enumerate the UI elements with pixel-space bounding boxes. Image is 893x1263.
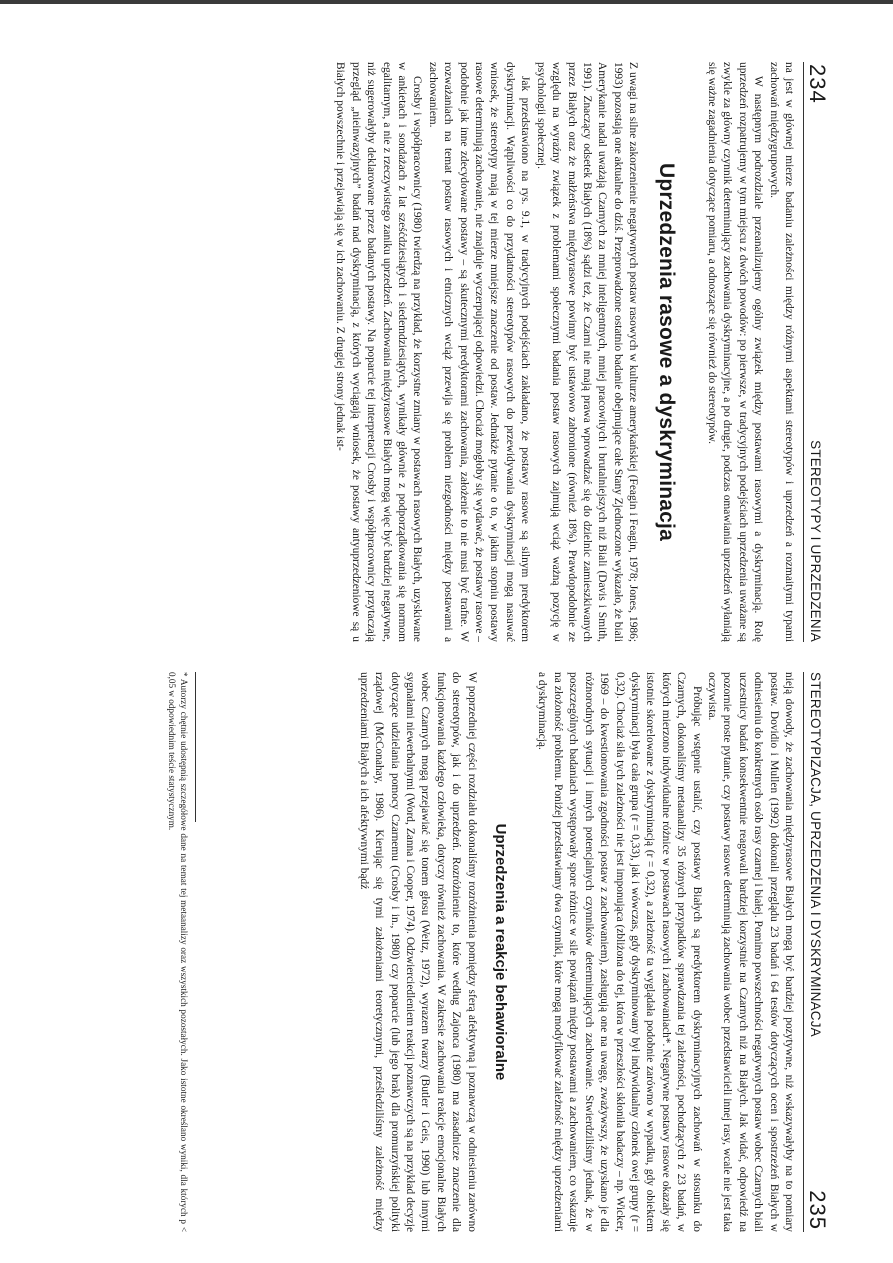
page-body: [332, 62, 796, 642]
paragraph: na jest w głównej mierze badaniu zależności między różnymi aspektami stereotypów i uprzedzeń a rozmaitymi typami zachowań międzygrupowych.: [767, 62, 795, 642]
paragraph: nieją dowody, że zachowania międzyrasowe Białych mogą być bardziej pozytywne, niż wskazywałyby na to pomiary postaw. Dovidio i Mullen (1992) dokonali przeglądu 23 badań i 64 testów dotyczących ocen i spostrzeżeń Białych w odniesieniu do konkretnych osób rasy czarnej i białej. Pomimo powszechności negatywnych postaw wobec Czarnych biali uczestnicy badań konsekwentnie reagowali bardziej korzystnie na Czarnych niż na Białych. Jak widać, odpowiedź na pozornie proste pytanie, czy postawy rasowe determinują zachowania wobec przedstawicieli innej rasy, wcale nie jest taka oczywista.: [705, 672, 795, 1232]
page-235: [66, 672, 830, 1232]
paragraph: Z uwagi na silne zakorzenienie negatywnych postaw rasowych w kulturze amerykańskiej (Feagin i Feagin, 1978; Jones, 1986; 1993) pozostają one aktualne do dziś. Przeprowadzone ostatnio badanie obejmujące całe Stany Zjednoczone wykazało, że biali Amerykanie nadal uważają Czarnych za mniej inteligentnych, mniej pracowitych i brutalniejszych niż Biali (Davis i Smith, 1991). Znaczący odsetek Białych (18%) sądzi też, że Czarni nie mają prawa wprowadzać się do dzielnic zamieszkiwanych przez Białych oraz że małżeństwa międzyrasowe powinny być ustawowo zabronione (również 18%). Prawdopodobnie ze względu na wyraźny związek z problemami społecznymi badania postaw rasowych zajmują wciąż ważną pozycję w psychologii społecznej.: [534, 62, 640, 642]
paragraph: W następnym podrozdziale przeanalizujemy ogólny związek między postawami rasowymi a dyskryminacją. Rolę uprzedzeń rozpatrujemy w tym miejscu z dwóch powodów: po pierwsze, w tradycyjnych podejściach uprzedzenia uważane są zwykle za główny czynnik determinujący zachowania dyskryminacyjne, a po drugie, podczas omawiania uprzedzeń wyłaniają się ważne zagadnienia dotyczące pomiaru, a odnoszące się również do stereotypów.: [705, 62, 765, 642]
page-body: [355, 672, 796, 1232]
page-number: 234: [805, 64, 830, 104]
page-number: 235: [805, 1190, 830, 1230]
page-header: [803, 62, 830, 642]
footnote-divider: [195, 672, 196, 822]
footnote: * Autorzy chętnie udostępnią szczegółowe dane na temat tej metaanalizy oraz wszystkich pozostałych. Jako istotne określano wyniki, dla których p < 0,05 w odpowiednim teście statystycznym.: [167, 672, 189, 1232]
page-header: [803, 672, 830, 1232]
running-head: STEREOTYPY I UPRZEDZENIA: [808, 440, 823, 642]
running-head: STEREOTYPIZACJA, UPRZEDZENIA I DYSKRYMINACJA: [808, 672, 823, 1037]
paragraph: Jak przedstawiono na rys. 9.1, w tradycyjnych podejściach zakładano, że postawy rasowe są silnym predyktorem dyskryminacji. Wątpliwości co do przydatności stereotypów rasowych do przewidywania dyskryminacji mogą nasuwać wniosek, że stereotypy mają w tej mierze mniejsze znaczenie od postaw. Jednakże pytanie o to, w jakim stopniu postawy rasowe determinują zachowanie, nie znajduje wyczerpującej odpowiedzi. Chociaż mogłoby się wydawać, że postawy rasowe – podobnie jak inne zdecydowane postawy – są skutecznymi predyktorami zachowania, założenie to nie musi być trafne. W rozważaniach na temat postaw rasowych i etnicznych wciąż przewija się problem niezgodności między postawami a zachowaniem.: [426, 62, 532, 642]
page-234: [66, 62, 830, 642]
scan-edge: [0, 0, 893, 4]
paragraph: Crosby i współpracownicy (1980) twierdzą na przykład, że korzystne zmiany w postawach rasowych Białych, uzyskiwane w ankietach i sondażach z lat sześćdziesiątych i siedemdziesiątych, wynikały głównie z podporządkowania się normom egalitarnym, a nie z rzeczywistego zaniku uprzedzeń. Zachowania międzyrasowe Białych mogą więc być bardziej negatywne, niż sugerowałyby deklarowane przez badanych postawy. Na poparcie tej interpretacji Crosby i współpracownicy przytaczają przegląd „nieinwazyjnych” badań nad dyskryminacją, z których wyciągają wniosek, że postawy antyuprzedzeniowe są u Białych powszechnie i przejawiają się w ich zachowaniu. Z drugiej strony jednak ist-: [334, 62, 424, 642]
paragraph: Próbując wstępnie ustalić, czy postawy Białych są predyktorem dyskryminacyjnych zachowań w stosunku do Czarnych, dokonaliśmy metaanalizy 35 różnych przypadków sprawdzania tej zależności, pochodzących z 23 badań, w których mierzono indywidualne różnice w postawach rasowych i zachowaniach*. Negatywne postawy rasowe okazały się istotnie skorelowane z dyskryminacją (r = 0,32), a zależność ta wyglądała podobnie zarówno w wypadku, gdy obiektem dyskryminacji była cała grupa (r = 0,33), jak i wówczas, gdy dyskryminowany był indywidualny członek owej grupy (r = 0,32). Chociaż siła tych zależności nie jest imponująca (zbliżona do tej, która w przeszłości skłoniła badaczy – np. Wicker, 1969 – do kwestionowania zgodności postaw z zachowaniem), zasługują one na uwagę, zważywszy, że uzyskano je dla różnorodnych sytuacji i innych potencjalnych czynników determinujących zachowanie. Stwierdziliśmy jednak, że w poszczególnych badaniach występowały spore różnice w sile powiązań między postawami a zachowaniem, co wskazuje na złożoność problemu. Poniżej przedstawiamy dwa czynniki, które mogą modyfikować zależność między uprzedzeniami a dyskryminacją.: [536, 672, 703, 1232]
section-heading: Uprzedzenia a reakcje behawioralne: [492, 823, 510, 1081]
section-heading: Uprzedzenia rasowe a dyskryminacja: [654, 163, 678, 541]
paragraph: W poprzedniej części rozdziału dokonaliśmy rozróżnienia pomiędzy sferą afektywną i poznawczą w odniesieniu zarówno do stereotypów, jak i do uprzedzeń. Rozróżnienie to, które według Zajonca (1980) ma zasadnicze znaczenie dla funkcjonowania każdego człowieka, dotyczy również zachowania. W zakresie zachowania reakcje emocjonalne Białych wobec Czarnych mogą przejawiać się tonem głosu (Weitz, 1972), wyrazem twarzy (Butler i Geis, 1990) lub innymi sygnałami niewerbalnymi (Word, Zanna i Cooper, 1974). Odzwierciedleniem reakcji poznawczych są na przykład decyzje dotyczące udzielania pomocy Czarnemu (Crosby i in., 1980) czy poparcie (lub jego brak) dla promurzyńskiej polityki rządowej (McConahay, 1986). Kierując się tymi założeniami teoretycznymi, prześledziliśmy zależność między uprzedzeniami Białych a ich afektywnymi bądź: [357, 672, 478, 1232]
